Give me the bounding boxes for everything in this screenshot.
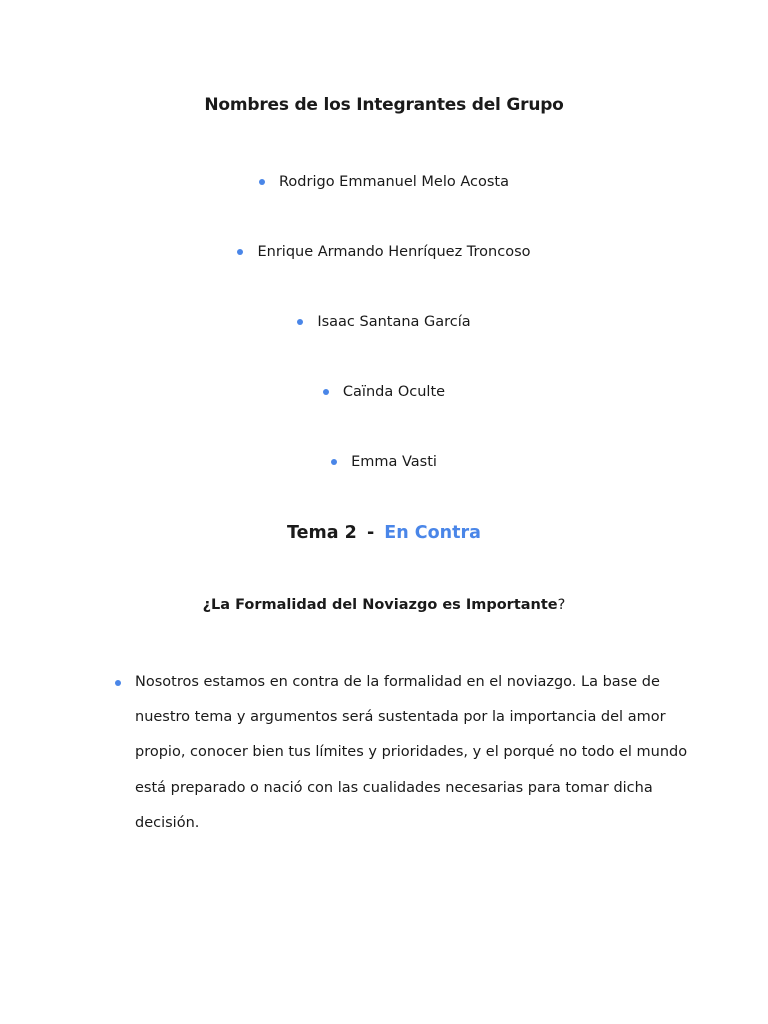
group-members-heading: Nombres de los Integrantes del Grupo	[204, 95, 564, 115]
debate-question	[0, 597, 768, 613]
bullet-icon	[331, 459, 337, 465]
topic-separator: -	[366, 523, 375, 543]
question-mark: ?	[557, 597, 566, 613]
list-item	[0, 381, 768, 403]
bullet-icon	[237, 249, 243, 255]
list-item	[0, 311, 768, 333]
member-name: Caïnda Oculte	[342, 384, 446, 400]
paragraph-text: Nosotros estamos en contra de la formalidad en el noviazgo. La base de nuestro tema y argumentos será sustentada por la importancia del amor propio, conocer bien tus límites y prioridades, y el porqué no todo el mundo está preparado o nació con las cualidades necesarias para tomar dicha decisión.	[135, 674, 688, 831]
bullet-icon	[323, 389, 329, 395]
list-item	[0, 241, 768, 263]
question-text: ¿La Formalidad del Noviazgo es Importante	[202, 597, 558, 613]
list-item	[0, 451, 768, 473]
member-name: Rodrigo Emmanuel Melo Acosta	[279, 174, 509, 190]
bullet-icon	[115, 680, 121, 686]
topic-heading	[0, 523, 768, 543]
argument-paragraph	[115, 665, 705, 841]
topic-label: Tema 2	[287, 523, 357, 543]
member-name: Emma Vasti	[351, 454, 437, 470]
member-name: Isaac Santana García	[317, 314, 471, 330]
list-item	[0, 171, 768, 193]
bullet-icon	[297, 319, 303, 325]
member-name: Enrique Armando Henríquez Troncoso	[257, 244, 531, 260]
topic-position: En Contra	[384, 523, 481, 543]
bullet-icon	[259, 179, 265, 185]
